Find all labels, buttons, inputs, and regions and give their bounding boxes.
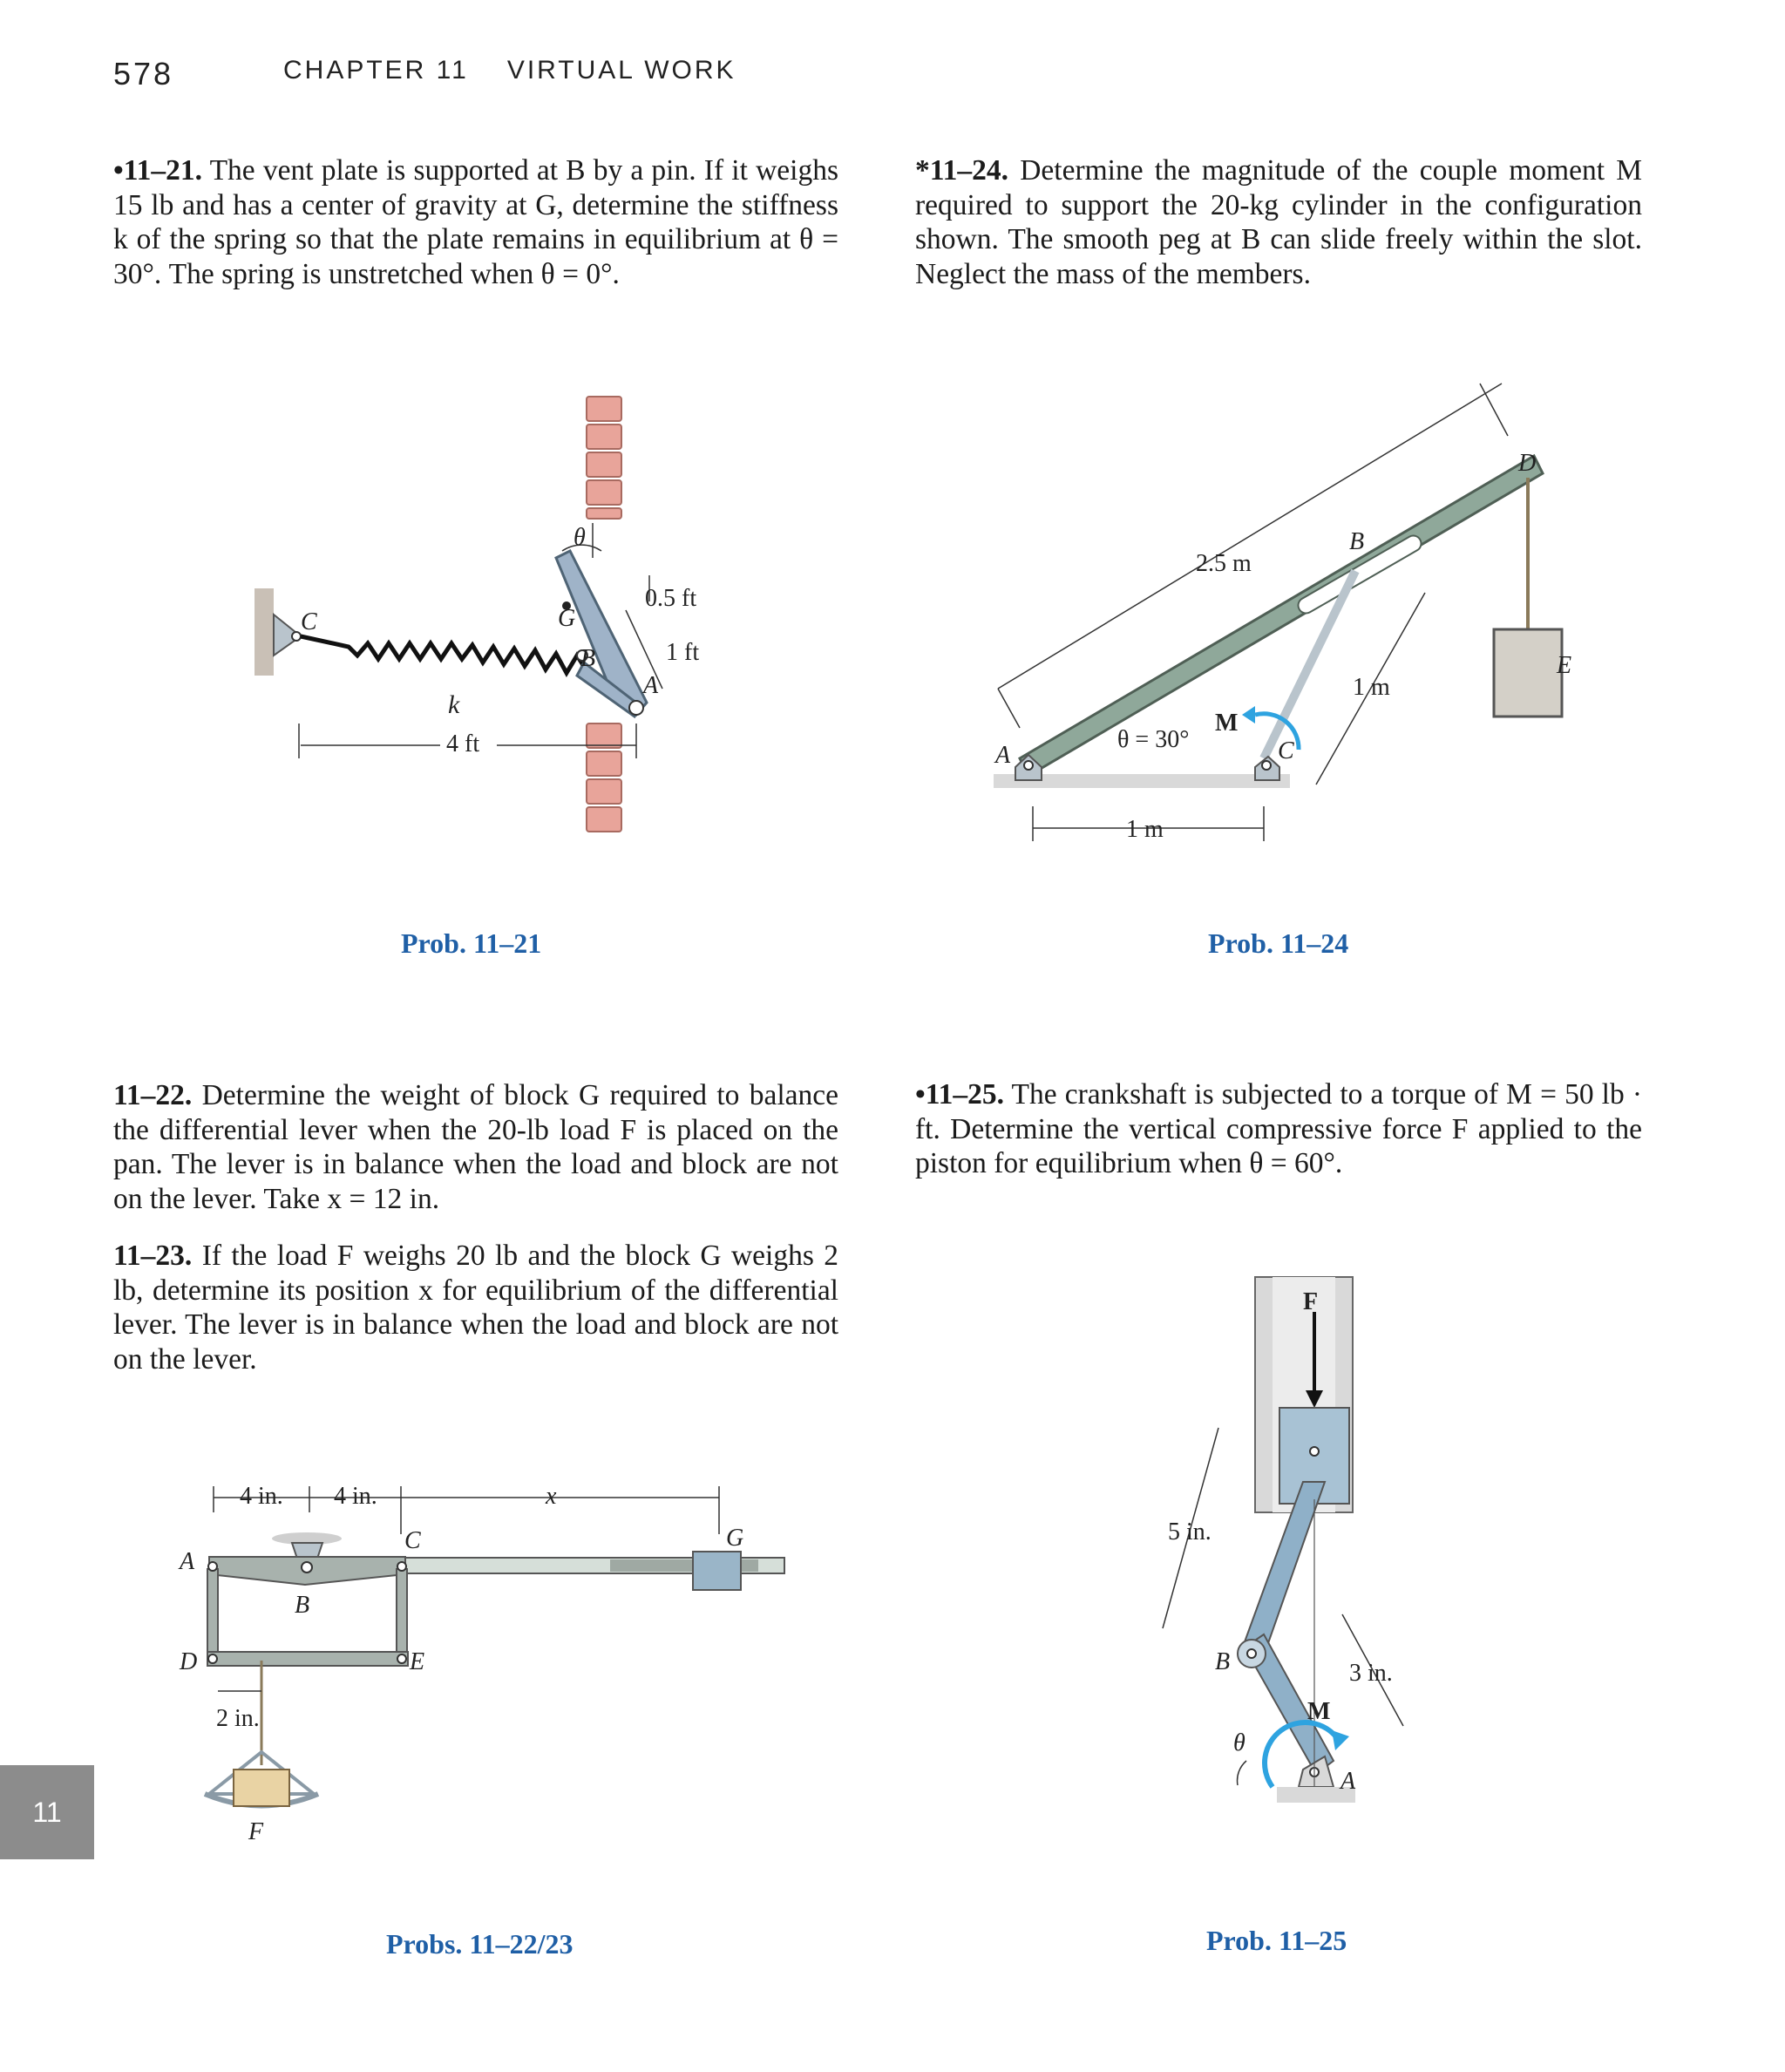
dim-x: x	[546, 1483, 557, 1510]
dim-4ft: 4 ft	[446, 730, 480, 757]
chapter-title: VIRTUAL WORK	[506, 56, 736, 85]
label-c: C	[1278, 737, 1294, 764]
caption-prob-11-21: Prob. 11–21	[401, 927, 542, 959]
label-g: G	[558, 605, 576, 632]
figure-11-22-23	[174, 1473, 802, 1848]
label-f: F	[1303, 1288, 1319, 1315]
dim-2in: 2 in.	[216, 1705, 260, 1732]
problem-body: The crankshaft is subjected to a torque of M = 50 lb · ft. Determine the vertical compressive force F applied to the piston for equilibrium when θ = 60°.	[915, 1078, 1642, 1179]
dim-4in-2: 4 in.	[334, 1483, 377, 1510]
problem-11-23-text	[113, 1239, 838, 1376]
problem-body: If the load F weighs 20 lb and the block G weighs 2 lb, determine its position x for equilibrium of the differential lever. The lever is in balance when the load and block are not on the lever.	[113, 1240, 839, 1376]
link-ce	[397, 1569, 407, 1656]
label-a: A	[995, 742, 1011, 769]
problem-number: 11–23.	[113, 1240, 193, 1272]
dim-1m-base: 1 m	[1126, 816, 1164, 843]
dim-0.5ft: 0.5 ft	[645, 585, 697, 612]
figure-11-21	[235, 384, 741, 854]
dim-5in: 5 in.	[1168, 1518, 1211, 1546]
label-a: A	[180, 1548, 195, 1575]
link-ad	[207, 1569, 218, 1656]
label-k: k	[448, 690, 460, 719]
problem-11-22-text	[113, 1078, 838, 1216]
load-f	[234, 1770, 289, 1806]
label-f: F	[248, 1818, 264, 1845]
problem-number: 11–22.	[113, 1079, 193, 1111]
problem-11-24-text	[915, 153, 1642, 291]
problem-body: The vent plate is supported at B by a pin. If it weighs 15 lb and has a center of gravity at G, determine the stiffness k of the spring so that the plate remains in equilibrium at θ = 30°. The spring is unstretched when θ = 0°.	[113, 154, 838, 290]
label-a: A	[1340, 1768, 1356, 1795]
label-d: D	[1518, 450, 1537, 477]
label-c: C	[301, 608, 317, 635]
chapter-label: CHAPTER 11	[283, 56, 469, 85]
dim-4in-1: 4 in.	[240, 1483, 283, 1510]
label-m: M	[1307, 1698, 1331, 1725]
label-e: E	[410, 1648, 425, 1675]
label-b: B	[1349, 528, 1365, 555]
caption-prob-11-24: Prob. 11–24	[1208, 927, 1349, 959]
page-number: 578	[113, 56, 174, 92]
chapter-side-tab: 11	[0, 1765, 94, 1859]
wall-support	[255, 588, 274, 676]
problem-body: Determine the magnitude of the couple moment M required to support the 20-kg cylinder in the configuration shown. The smooth peg at B can slide freely within the slot. Neglect the mass of the members.	[915, 154, 1643, 290]
caption-prob-11-25: Prob. 11–25	[1206, 1925, 1347, 1956]
problem-number: •11–25.	[915, 1078, 1005, 1111]
problem-number: *11–24.	[915, 154, 1009, 187]
label-b: B	[580, 645, 596, 672]
label-a: A	[643, 672, 659, 699]
label-m: M	[1215, 710, 1239, 737]
label-theta: θ	[574, 524, 586, 551]
dim-3in: 3 in.	[1349, 1660, 1393, 1687]
block-g	[693, 1552, 741, 1590]
label-g: G	[726, 1525, 744, 1552]
label-e: E	[1557, 652, 1572, 679]
chapter-heading	[283, 56, 736, 85]
label-c: C	[404, 1527, 421, 1554]
label-d: D	[180, 1648, 198, 1675]
figure-11-24	[976, 375, 1639, 863]
problem-11-21-text	[113, 153, 838, 291]
lower-link	[207, 1652, 408, 1666]
label-angle: θ = 30°	[1117, 726, 1190, 753]
problem-11-25-text	[915, 1077, 1642, 1181]
dim-1ft: 1 ft	[666, 639, 700, 666]
dim-2.5m: 2.5 m	[1196, 550, 1252, 577]
cylinder-e	[1494, 629, 1562, 717]
problem-number: •11–21.	[113, 154, 203, 187]
figure-11-25	[1133, 1264, 1499, 1874]
caption-probs-11-22-23: Probs. 11–22/23	[386, 1928, 574, 1960]
label-b: B	[295, 1592, 310, 1619]
problem-body: Determine the weight of block G required to balance the differential lever when the 20-lb load F is placed on the pan. The lever is in balance when the load and block are not on the lever. Take x = 12 in.	[113, 1079, 839, 1215]
label-b: B	[1215, 1648, 1231, 1675]
label-theta: θ	[1233, 1729, 1245, 1756]
dim-1m-arm: 1 m	[1353, 674, 1390, 701]
